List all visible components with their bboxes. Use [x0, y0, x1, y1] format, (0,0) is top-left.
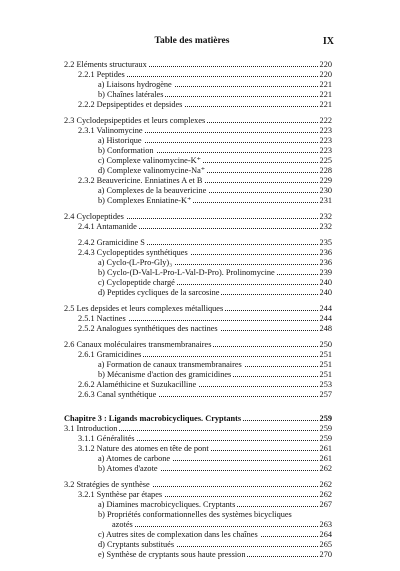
toc-entry	[98, 90, 332, 100]
toc-entry	[78, 350, 332, 360]
toc-entry-page: 262	[319, 490, 332, 499]
toc-entry	[98, 80, 332, 90]
toc-entry-title: 2.6.1 Gramicidines	[78, 350, 142, 359]
toc-entry-page: 228	[319, 166, 332, 175]
toc-entry-title: 2.3 Cyclodepsipeptides et leurs complexes	[64, 116, 206, 125]
toc-entry	[78, 176, 332, 186]
toc-entry-title: b) Atomes d'azote	[98, 464, 158, 473]
toc-entry-page: 223	[319, 146, 332, 155]
toc-entry-title: a) Cyclo-(L-Pro-Gly)₃	[98, 258, 173, 267]
toc-entry	[98, 186, 332, 196]
toc-entry-page: 261	[319, 444, 332, 453]
toc-entry	[64, 116, 332, 126]
toc-entry-title: 2.6.2 Alaméthicine et Suzukacilline	[78, 380, 197, 389]
toc-entry-title: a) Complexes de la beauvericine	[98, 186, 207, 195]
toc-entry-title: 3.2 Stratégies de synthèse	[64, 480, 150, 489]
toc-entry-title: c) Cyclopeptide chargé	[98, 278, 175, 287]
toc-entry-title: 2.5.1 Nactines	[78, 314, 126, 323]
toc-entry-title: c) Complexe valinomycine-K⁺	[98, 156, 201, 165]
toc-entry	[64, 480, 332, 490]
toc-entry-page: 244	[319, 314, 332, 323]
toc-entry	[112, 520, 332, 530]
toc-entry-title: 3.2.1 Synthèse par étapes	[78, 490, 163, 499]
toc-entry-title: d) Peptides cycliques de la sarcosine	[98, 288, 220, 297]
toc-entry	[78, 434, 332, 444]
toc-entry-title: 2.2.2 Depsipeptides et depsides	[78, 100, 183, 109]
toc-entry-page: 225	[319, 156, 332, 165]
toc-entry	[78, 126, 332, 136]
toc-entry-page: 229	[319, 176, 332, 185]
toc-entry	[64, 414, 332, 424]
running-header-title: Table des matières	[154, 36, 230, 46]
toc-entry-title: 2.3.1 Valinomycine	[78, 126, 143, 135]
toc-entry-title: 3.1.2 Nature des atomes en tête de pont	[78, 444, 209, 453]
toc-entry-page: 251	[319, 370, 332, 379]
toc-entry	[98, 360, 332, 370]
toc-entry-page: 259	[319, 414, 332, 423]
toc-entry	[78, 390, 332, 400]
toc-entry	[98, 530, 332, 540]
toc-entry	[98, 278, 332, 288]
toc-entry-title: 3.1 Introduction	[64, 424, 118, 433]
toc-entry-title: 2.6 Canaux moléculaires transmembranaires	[64, 340, 212, 349]
toc-entry-page: 244	[319, 304, 332, 313]
toc-entry	[98, 166, 332, 176]
toc-entry	[98, 464, 332, 474]
toc-entry	[98, 540, 332, 550]
toc-entry-page: 222	[319, 116, 332, 125]
toc-entry	[78, 380, 332, 390]
toc-entry	[98, 500, 332, 510]
toc-entry-page: 236	[319, 258, 332, 267]
toc-entry-title: azotés	[112, 520, 133, 529]
toc-entry-title: b) Propriétés conformationnelles des systèmes bicycliques	[98, 510, 292, 519]
toc-entry-page: 221	[319, 80, 332, 89]
toc-entry-page: 270	[319, 550, 332, 559]
toc-entry-page: 220	[319, 60, 332, 69]
toc-entry-page: 262	[319, 464, 332, 473]
toc-entry	[98, 288, 332, 298]
toc-entry-title: 2.2.1 Peptides	[78, 70, 125, 79]
toc-entry-title: c) Autres sites de complexation dans les chaînes	[98, 530, 258, 539]
toc-entry-page: 235	[319, 238, 332, 247]
toc-entry	[78, 222, 332, 232]
toc-entry-title: d) Complexe valinomycine-Na⁺	[98, 166, 206, 175]
toc-entry-title: 2.5 Les depsides et leurs complexes métalliques	[64, 304, 224, 313]
toc-entry-page: 265	[319, 540, 332, 549]
toc-entry	[64, 424, 332, 434]
toc-entry-title: 3.1.1 Généralités	[78, 434, 135, 443]
toc-entry	[78, 314, 332, 324]
toc-entry-page: 251	[319, 350, 332, 359]
toc-entry-title: b) Complexes Enniatine-K⁺	[98, 196, 192, 205]
toc-entry	[98, 454, 332, 464]
toc-entry	[78, 70, 332, 80]
toc-entry	[78, 100, 332, 110]
toc-entry-page: 239	[319, 268, 332, 277]
toc-entry	[98, 196, 332, 206]
toc-entry	[78, 490, 332, 500]
toc-entry-page: 231	[319, 196, 332, 205]
toc-entry	[98, 258, 332, 268]
toc-entry-page: 261	[319, 454, 332, 463]
dot-leader	[112, 526, 332, 527]
toc-entry	[98, 156, 332, 166]
toc-entry-title: b) Mécanisme d'action des gramicidines	[98, 370, 232, 379]
toc-entry-page: 257	[319, 390, 332, 399]
toc-entry-title: Chapitre 3 : Ligands macrobicycliques. Cryptants	[64, 414, 242, 423]
toc-entry-page: 262	[319, 480, 332, 489]
toc-entry-page: 232	[319, 222, 332, 231]
toc-entry	[98, 136, 332, 146]
toc-entry-title: a) Diamines macrobicycliques. Cryptants	[98, 500, 236, 509]
toc-entry	[78, 444, 332, 454]
toc-entry-page: 259	[319, 434, 332, 443]
toc-entry-page: 240	[319, 288, 332, 297]
running-header	[66, 36, 334, 48]
toc-entry-title: 2.4.1 Antamanide	[78, 222, 137, 231]
toc-entry-title: 2.2 Eléments structuraux	[64, 60, 147, 69]
toc-entry-page: 253	[319, 380, 332, 389]
toc-entry-page: 250	[319, 340, 332, 349]
toc-entry-page: 240	[319, 278, 332, 287]
toc-entry-title: a) Formation de canaux transmembranaires	[98, 360, 242, 369]
toc-entry-page: 267	[319, 500, 332, 509]
toc-entry	[98, 370, 332, 380]
toc-entry-title: 2.5.2 Analogues synthétiques des nactines	[78, 324, 218, 333]
toc-entry-title: d) Cryptants substitués	[98, 540, 175, 549]
toc-entry-title: b) Conformation	[98, 146, 154, 155]
toc-entry-title: 2.4.3 Cyclopeptides synthétiques	[78, 248, 188, 257]
toc-entry	[64, 340, 332, 350]
toc-entry-page: 223	[319, 126, 332, 135]
toc-entry-page: 221	[319, 100, 332, 109]
toc-entry	[78, 324, 332, 334]
toc-entry-title: a) Atomes de carbone	[98, 454, 171, 463]
toc-entry-title: b) Chaînes latérales	[98, 90, 164, 99]
toc-entry-page: 263	[319, 520, 332, 529]
toc-entry-page: 220	[319, 70, 332, 79]
toc-entry	[78, 238, 332, 248]
toc-entry-page: 264	[319, 530, 332, 539]
toc-entry-title: a) Liaisons hydrogène	[98, 80, 172, 89]
toc-entry-title: a) Historique	[98, 136, 142, 145]
toc-entry	[78, 248, 332, 258]
toc-entry-page: 223	[319, 136, 332, 145]
toc-entry	[64, 304, 332, 314]
toc-entry-page: 221	[319, 90, 332, 99]
toc-entry-page: 232	[319, 212, 332, 221]
page-number: IX	[322, 36, 334, 47]
toc-entry-title: 2.4 Cyclopeptides	[64, 212, 124, 221]
toc-entry	[64, 60, 332, 70]
toc-entry	[98, 510, 332, 520]
toc-entry-page: 248	[319, 324, 332, 333]
toc-entry-title: 2.3.2 Beauvericine. Enniatines A et B	[78, 176, 203, 185]
toc-entry	[98, 146, 332, 156]
toc-entry-page: 259	[319, 424, 332, 433]
toc-entry-title: 2.4.2 Gramicidine S	[78, 238, 145, 247]
toc-entry-title: 2.6.3 Canal synthétique	[78, 390, 157, 399]
toc-entry	[98, 550, 332, 560]
toc-entry-page: 251	[319, 360, 332, 369]
toc-entry	[98, 268, 332, 278]
toc-entry-page: 236	[319, 248, 332, 257]
toc-entry-page: 230	[319, 186, 332, 195]
toc-entry-title: e) Synthèse de cryptants sous haute pression	[98, 550, 246, 559]
toc-entry	[64, 212, 332, 222]
toc-entry-title: b) Cyclo-(D-Val-L-Pro-L-Val-D-Pro). Prolinomycine	[98, 268, 275, 277]
